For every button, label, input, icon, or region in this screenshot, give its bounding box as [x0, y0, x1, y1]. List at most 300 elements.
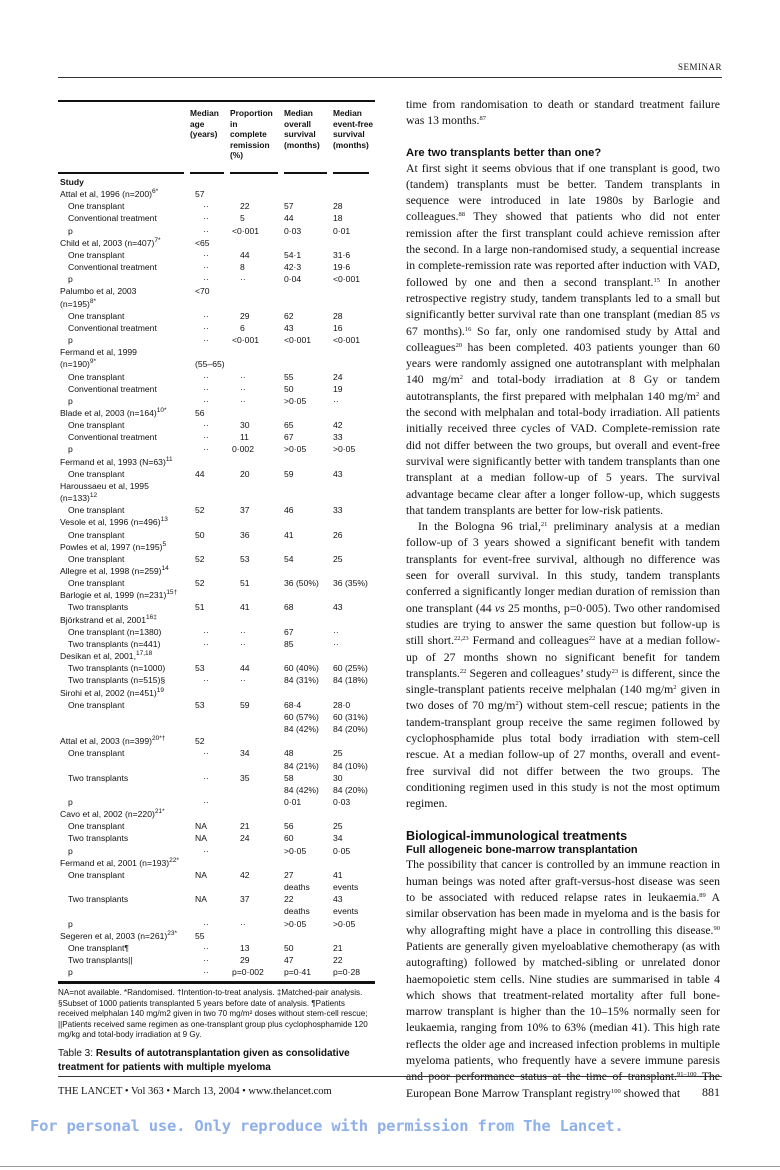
cell-text: 22 deaths [284, 894, 310, 917]
remission-cell [230, 237, 284, 249]
text-run: At first sight it seems obvious that if one transplant is good, two (tandem) transplants must be better. Tandem transplants in sequence were introduced in late 1980s by Barlogie and colleagues. [406, 161, 720, 224]
cell-text: 6 [240, 322, 245, 333]
cell-text: 67 [284, 626, 294, 637]
event-free-cell [333, 419, 375, 431]
reference-superscript: 21 [540, 521, 548, 529]
remission-cell [230, 371, 284, 383]
cell-text: One transplant [68, 529, 125, 540]
cell-text: 51 [195, 602, 205, 613]
cell-text: Fermand et al, 1999 (n=190) [60, 347, 137, 370]
study-row [58, 735, 375, 747]
study-cell [58, 589, 190, 601]
cell-text: One transplant [68, 553, 125, 564]
cell-text: 34 [333, 833, 343, 844]
cell-text: ·· [203, 225, 209, 236]
cell-text: ·· [203, 383, 209, 394]
cell-text: 0·04 [284, 274, 302, 285]
overall-survival-cell [284, 456, 333, 468]
remission-cell [230, 614, 284, 626]
cell-text: ·· [203, 955, 209, 965]
section-header: SEMINAR [677, 62, 722, 72]
cell-text: 26 [333, 529, 343, 540]
age-cell [190, 541, 230, 553]
study-cell [58, 772, 190, 796]
text-run: In the Bologna 96 trial, [418, 520, 541, 534]
age-cell [190, 942, 230, 954]
study-row [58, 930, 375, 942]
paragraph [406, 161, 720, 520]
event-free-cell [333, 966, 375, 978]
cell-text: ·· [240, 918, 246, 929]
cell-text: Powles et al, 1997 (n=195) [60, 541, 163, 552]
text-run: In another retrospective registry study, tandem transplants led to a small but significantly better survival rate than one transplant (median 85 [406, 275, 720, 322]
column-header [284, 102, 333, 174]
remission-cell [230, 456, 284, 468]
remission-cell [230, 529, 284, 541]
event-free-cell [333, 261, 375, 273]
table-row [58, 529, 375, 541]
cell-text: 21 [333, 942, 343, 953]
cell-text: Sirohi et al, 2002 (n=451) [60, 687, 157, 698]
cell-text: p [68, 918, 73, 929]
cell-text: ·· [203, 395, 209, 406]
cell-text: ·· [333, 638, 339, 649]
study-cell [58, 468, 190, 480]
remission-cell [230, 735, 284, 747]
study-row [58, 456, 375, 468]
section-heading: Biological-immunological treatments [406, 829, 628, 844]
cell-text: ·· [203, 420, 209, 431]
page-number: 881 [702, 1085, 720, 1099]
study-cell [58, 735, 190, 747]
age-cell [190, 808, 230, 820]
overall-survival-cell [284, 443, 333, 455]
cell-text: p [68, 274, 73, 285]
table-row [58, 395, 375, 407]
study-cell [58, 480, 190, 504]
overall-survival-cell [284, 687, 333, 699]
cell-text: ·· [203, 772, 209, 783]
cell-text: 53 [195, 699, 205, 710]
overall-survival-cell [284, 212, 333, 224]
overall-survival-cell [284, 261, 333, 273]
age-cell [190, 857, 230, 869]
cell-text: p [68, 796, 73, 807]
study-cell [58, 699, 190, 735]
cell-text: 33 [333, 505, 343, 516]
cell-text: 53 [240, 553, 250, 564]
reference-superscript: 88 [458, 211, 466, 219]
cell-text: Conventional treatment [68, 383, 157, 394]
cell-text: 54·1 [284, 249, 302, 260]
text-run: have at a median follow-up of 27 months shown no significant benefit for tandem transplants. [406, 634, 720, 680]
table-row [58, 553, 375, 565]
age-cell [190, 529, 230, 541]
cell-text: 55 [195, 930, 205, 941]
reference-superscript: 10* [156, 406, 167, 414]
study-row [58, 188, 375, 200]
cell-text: p [68, 335, 73, 346]
remission-cell [230, 249, 284, 261]
overall-survival-cell [284, 541, 333, 553]
reference-superscript: 19 [156, 686, 164, 694]
cell-text: ·· [203, 432, 209, 443]
overall-survival-cell [284, 820, 333, 832]
event-free-cell [333, 699, 375, 735]
remission-cell [230, 285, 284, 309]
event-free-cell [333, 334, 375, 346]
cell-text: >0·05 [284, 395, 307, 406]
overall-survival-cell [284, 322, 333, 334]
reference-superscript: 16‡ [146, 613, 157, 621]
cell-text: 0·002 [232, 444, 254, 455]
text-run: They showed that patients who did not enter remission after the first transplant could achieve remission after the second. In a large non-randomised study, a sequential increase in complete-remission rate was reported after induction with VAD, followed by one and then a second transplant. [406, 210, 720, 289]
overall-survival-cell [284, 869, 333, 893]
cell-text: NA [195, 833, 207, 844]
overall-survival-cell [284, 735, 333, 747]
age-cell [190, 747, 230, 771]
cell-text: 42 [240, 869, 250, 880]
reference-superscript: 91–100 [676, 1071, 697, 1079]
event-free-cell [333, 869, 375, 893]
event-free-cell [333, 285, 375, 309]
remission-cell [230, 638, 284, 650]
overall-survival-cell [284, 966, 333, 978]
event-free-cell [333, 832, 375, 844]
cell-text: 0·03 [333, 796, 351, 807]
event-free-cell [333, 747, 375, 771]
study-row [58, 407, 375, 419]
cell-text: 57 [284, 201, 294, 212]
overall-survival-cell [284, 893, 333, 917]
cell-text: <0·001 [232, 335, 259, 346]
footer-citation: THE LANCET • Vol 363 • March 13, 2004 • www.thelancet.com [58, 1086, 332, 1097]
event-free-cell [333, 772, 375, 796]
cell-text: 20 [240, 468, 250, 479]
cell-text: 36 (35%) [333, 578, 368, 589]
cell-text: (55–65) [195, 359, 225, 370]
table-row [58, 371, 375, 383]
overall-survival-cell [284, 857, 333, 869]
cell-text: 43 events [333, 894, 359, 917]
cell-text: One transplant [68, 468, 125, 479]
text-run: 25 months, p=0·005). Two other randomised studies are trying to answer the same question but follow-up is still short. [406, 601, 720, 648]
study-cell [58, 662, 190, 674]
study-label: Study [60, 177, 84, 187]
cell-text: <0·001 [333, 335, 360, 346]
study-row [58, 808, 375, 820]
cell-text: One transplant [68, 821, 125, 832]
study-cell [58, 626, 190, 638]
cell-text: ·· [203, 444, 209, 455]
cell-text: Two transplants (n=1000) [68, 663, 166, 674]
study-cell [58, 249, 190, 261]
reference-superscript: 12 [89, 492, 98, 500]
remission-cell [230, 541, 284, 553]
age-cell [190, 626, 230, 638]
event-free-cell [333, 504, 375, 516]
study-cell [58, 954, 190, 966]
event-free-cell [333, 225, 375, 237]
table-row [58, 869, 375, 893]
age-cell [190, 589, 230, 601]
italic-text: vs [494, 601, 505, 615]
age-cell [190, 735, 230, 747]
overall-survival-cell [284, 626, 333, 638]
table-row [58, 504, 375, 516]
remission-cell [230, 346, 284, 370]
text-run: Fermand and colleagues [468, 634, 589, 648]
event-free-cell [333, 796, 375, 808]
study-row [58, 346, 375, 370]
cell-text: 68·4 60 (57%) 84 (42%) [284, 699, 319, 735]
table-row [58, 845, 375, 857]
age-cell [190, 553, 230, 565]
study-cell [58, 407, 190, 419]
paragraph [406, 97, 720, 130]
cell-text: 56 [284, 821, 294, 832]
reference-superscript: 20*† [151, 735, 166, 743]
subsection-heading: Full allogeneic bone-marrow transplantation [406, 844, 638, 857]
table-row [58, 954, 375, 966]
overall-survival-cell [284, 577, 333, 589]
cell-text: 28 [333, 201, 343, 212]
table-row [58, 273, 375, 285]
cell-text: ·· [240, 675, 246, 686]
text-run: The European Bone Marrow Transplant registry [406, 1070, 720, 1100]
event-free-cell [333, 310, 375, 322]
study-cell [58, 845, 190, 857]
reference-superscript: 14 [161, 565, 169, 572]
cell-text: 31·6 [333, 249, 351, 260]
cell-text: Barlogie et al, 1999 (n=231) [60, 590, 167, 601]
cell-text: 37 [240, 505, 250, 516]
study-cell [58, 614, 190, 626]
event-free-cell [333, 820, 375, 832]
header-rule [58, 77, 722, 78]
remission-cell [230, 687, 284, 699]
age-cell [190, 237, 230, 249]
event-free-cell [333, 687, 375, 699]
event-free-cell [333, 212, 375, 224]
remission-cell [230, 832, 284, 844]
cell-text: ·· [240, 638, 246, 649]
overall-survival-cell [284, 225, 333, 237]
table-footnote: NA=not available. *Randomised. †Intention-to-treat analysis. ‡Matched-pair analysis. §Subset of 1000 patients transplanted 5 years before date of analysis. ¶Patients received melphalan 140 mg/m2 given in two 70 mg/m² doses without stem-cell rescue; ||Patients received same regimen as one-transplant group plus cyclophosphamide 120 mg/kg and total-body irradiation at 9 Gy. [58, 988, 368, 1039]
cell-text: Conventional treatment [68, 262, 157, 273]
cell-text: Conventional treatment [68, 213, 157, 224]
reference-superscript: 11 [165, 455, 173, 463]
cell-text: 21 [240, 821, 250, 832]
event-free-cell [333, 565, 375, 577]
reference-superscript: 22* [169, 856, 179, 864]
reference-superscript: 15 [653, 276, 660, 284]
study-cell [58, 261, 190, 273]
event-free-cell [333, 553, 375, 565]
table-row [58, 468, 375, 480]
remission-cell [230, 674, 284, 686]
age-cell [190, 966, 230, 978]
text-run: Segeren and colleagues’ study [466, 666, 612, 680]
table-row [58, 261, 375, 273]
overall-survival-cell [284, 589, 333, 601]
reference-superscript: 2 [695, 390, 700, 398]
event-free-cell [333, 857, 375, 869]
event-free-cell [333, 322, 375, 334]
remission-cell [230, 796, 284, 808]
event-free-cell [333, 845, 375, 857]
event-free-cell [333, 638, 375, 650]
cell-text: ·· [203, 274, 209, 285]
column-header-label: Median event-free survival (months) [333, 108, 374, 150]
table-row [58, 225, 375, 237]
cell-text: ·· [240, 383, 246, 394]
overall-survival-cell [284, 237, 333, 249]
study-cell [58, 225, 190, 237]
cell-text: ·· [203, 310, 209, 321]
cell-text: p=0·28 [333, 967, 360, 978]
cell-text: 53 [195, 663, 205, 674]
event-free-cell [333, 735, 375, 747]
event-free-cell [333, 237, 375, 249]
event-free-cell [333, 808, 375, 820]
cell-text: 42·3 [284, 262, 302, 273]
reference-superscript: 21* [154, 808, 165, 816]
cell-text: 62 [284, 310, 294, 321]
event-free-cell [333, 601, 375, 613]
cell-text: Fermand et al, 1993 (N=63) [60, 456, 166, 467]
text-run: 67 months). [406, 324, 465, 338]
cell-text: 52 [195, 578, 205, 589]
text-run: time from randomisation to death or standard treatment failure was 13 months. [406, 98, 720, 128]
cell-text: ·· [203, 942, 209, 953]
cell-text: Attal et al, 1996 (n=200) [60, 189, 152, 200]
cell-text: 28 [333, 310, 343, 321]
age-cell [190, 225, 230, 237]
reference-superscript: 89 [699, 892, 706, 900]
cell-text: Conventional treatment [68, 322, 157, 333]
study-cell [58, 796, 190, 808]
paragraph [406, 519, 720, 812]
text-run: has been completed. 403 patients younger than 60 years were randomly assigned one autotransplant with melphalan 140 mg/m [406, 340, 720, 387]
table-row [58, 674, 375, 686]
study-cell [58, 687, 190, 699]
remission-cell [230, 577, 284, 589]
cell-text: Desikan et al, 2001, [60, 651, 136, 662]
cell-text: 0·01 [333, 225, 351, 236]
reference-superscript: 23 [611, 667, 619, 675]
remission-cell [230, 261, 284, 273]
overall-survival-cell [284, 529, 333, 541]
table-row [58, 820, 375, 832]
cell-text: p=0·002 [232, 967, 264, 978]
study-cell [58, 808, 190, 820]
cell-text: ·· [203, 638, 209, 649]
cell-text: 29 [240, 955, 250, 965]
event-free-cell [333, 589, 375, 601]
remission-cell [230, 419, 284, 431]
reference-superscript: 2 [515, 700, 519, 708]
age-cell [190, 468, 230, 480]
cell-text: 43 [333, 468, 343, 479]
table-row [58, 942, 375, 954]
overall-survival-cell [284, 480, 333, 504]
text-run: preliminary analysis at a median follow-up of 3 years showed a significant benefit with tandem transplants for event-free survival, although no difference was seen for overall survival. In this study, tandem transplants conferred a significantly longer median duration of remission than one transplant (44 [406, 520, 720, 615]
study-cell [58, 237, 190, 249]
cell-text: 16 [333, 322, 343, 333]
cell-text: 67 [284, 432, 294, 443]
study-cell [58, 504, 190, 516]
study-cell [58, 383, 190, 395]
cell-text: Two transplants|| [68, 955, 133, 965]
overall-survival-cell [284, 832, 333, 844]
age-cell [190, 699, 230, 735]
cell-text: p [68, 444, 73, 455]
study-cell [58, 638, 190, 650]
age-cell [190, 261, 230, 273]
cell-text: Fermand et al, 2001 (n=193) [60, 857, 170, 868]
cell-text: One transplant (n=1380) [68, 626, 162, 637]
study-cell [58, 200, 190, 212]
cell-text: ·· [203, 249, 209, 260]
study-cell [58, 918, 190, 930]
event-free-cell [333, 674, 375, 686]
table-row [58, 626, 375, 638]
overall-survival-cell [284, 334, 333, 346]
reference-superscript: 7* [154, 236, 161, 244]
event-free-cell [333, 346, 375, 370]
overall-survival-cell [284, 504, 333, 516]
table-row [58, 419, 375, 431]
remission-cell [230, 468, 284, 480]
overall-survival-cell [284, 796, 333, 808]
remission-cell [230, 273, 284, 285]
cell-text: ·· [203, 371, 209, 382]
age-cell [190, 930, 230, 942]
remission-cell [230, 407, 284, 419]
table-row [58, 918, 375, 930]
cell-text: p [68, 845, 73, 856]
cell-text: 50 [195, 529, 205, 540]
cell-text: Two transplants (n=515)§ [68, 675, 166, 686]
overall-survival-cell [284, 419, 333, 431]
remission-cell [230, 808, 284, 820]
text-run: given in two doses of 70 mg/m [406, 683, 720, 713]
overall-survival-cell [284, 674, 333, 686]
age-cell [190, 504, 230, 516]
cell-text: 41 [284, 529, 294, 540]
overall-survival-cell [284, 747, 333, 771]
study-cell [58, 650, 190, 662]
cell-text: p [68, 225, 73, 236]
cell-text: 50 [284, 942, 294, 953]
study-row [58, 687, 375, 699]
text-run: and total-body irradiation at 8 Gy or tandem autotransplants, the first prepared with melphalan 140 mg/m [406, 373, 720, 403]
age-cell [190, 918, 230, 930]
remission-cell [230, 188, 284, 200]
cell-text: 35 [240, 772, 250, 783]
column-header-label [58, 108, 190, 166]
remission-cell [230, 857, 284, 869]
overall-survival-cell [284, 249, 333, 261]
table-row [58, 638, 375, 650]
reference-superscript: 22,23 [454, 635, 469, 643]
overall-survival-cell [284, 954, 333, 966]
results-table [58, 102, 375, 978]
event-free-cell [333, 468, 375, 480]
event-free-cell [333, 930, 375, 942]
cell-text: ·· [333, 626, 339, 637]
